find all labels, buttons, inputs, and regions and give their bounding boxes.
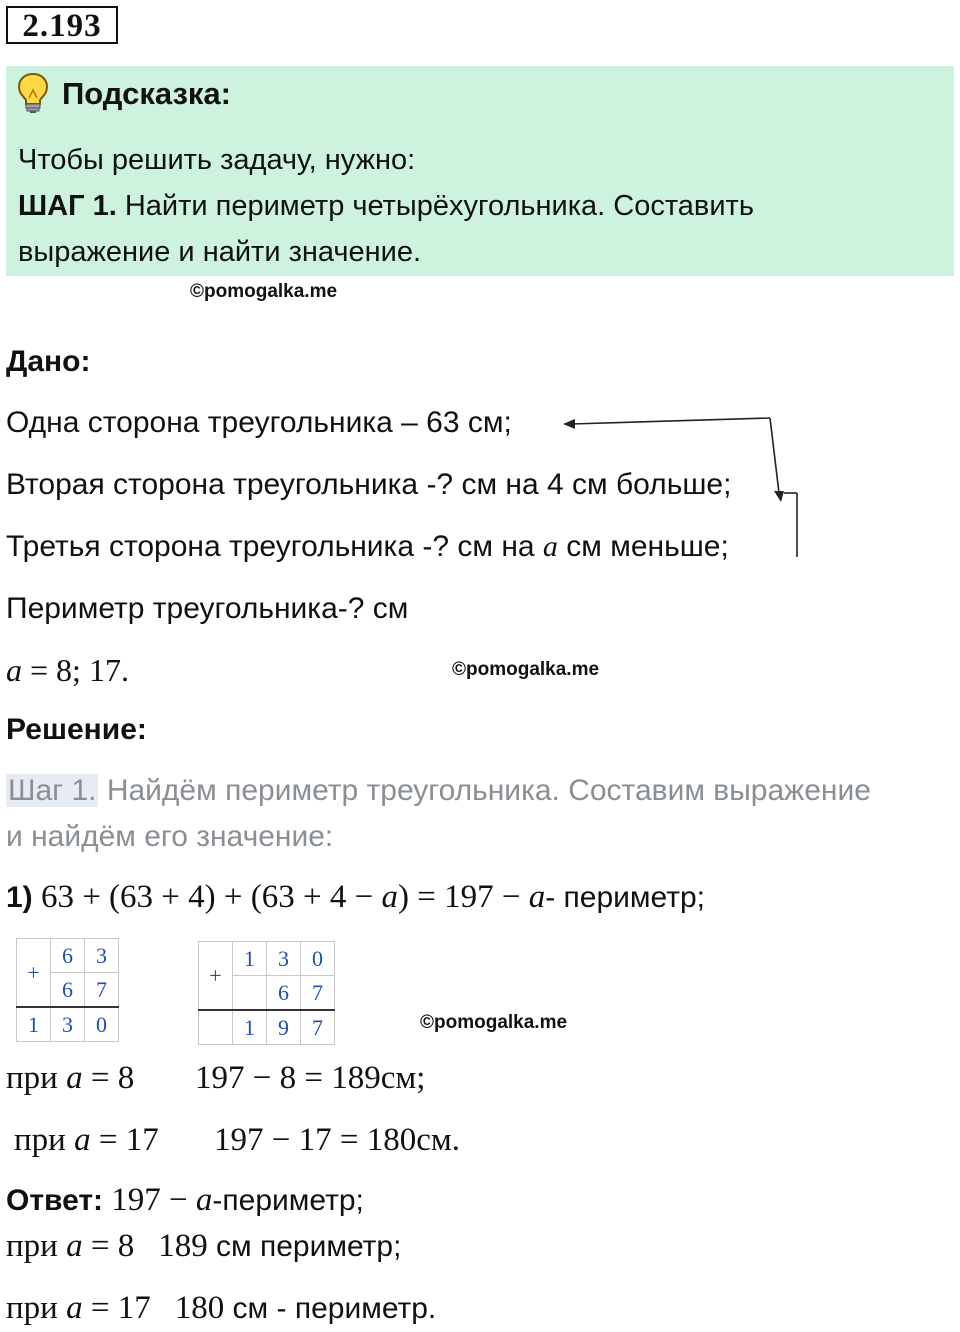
- hint-step: [18, 190, 754, 223]
- watermark: ©pomogalka.me: [452, 659, 600, 680]
- case-1: при a = 8: [6, 1060, 135, 1096]
- solution-step-text-2: и найдём его значение:: [6, 820, 334, 853]
- solution-step: Шаг 1. Найдём периметр треугольника. Составим выражение: [8, 774, 871, 807]
- case-1-calc: 197 − 8 = 189см;: [195, 1060, 426, 1096]
- given-line-5: a = 8; 17.: [6, 652, 129, 688]
- hint-step-text-2: выражение и найти значение.: [18, 236, 422, 268]
- task-number: 2.193: [6, 6, 118, 44]
- var-a: a: [542, 530, 558, 563]
- hint-intro: Чтобы решить задачу, нужно:: [18, 144, 416, 176]
- given-line-2: Вторая сторона треугольника -? см на 4 см больше;: [6, 468, 732, 501]
- watermark: ©pomogalka.me: [420, 1012, 568, 1033]
- watermark: ©pomogalka.me: [190, 281, 338, 302]
- equation: 1) 63 + (63 + 4) + (63 + 4 − a) = 197 − a- периметр;: [6, 879, 705, 915]
- hint-step-text: Найти периметр четырёхугольника. Составить: [116, 190, 754, 222]
- given-title: Дано:: [6, 345, 91, 378]
- given-line-1: Одна сторона треугольника – 63 см;: [6, 406, 512, 439]
- column-addition-2: + 1 3 0 6 7 1 9 7: [198, 941, 335, 1045]
- given-line-4: Периметр треугольника-? см: [6, 592, 409, 625]
- answer-line-1: Ответ: 197 − a-периметр;: [6, 1182, 364, 1218]
- lightbulb-icon: [16, 72, 50, 114]
- answer-line-2: при a = 8 189 см периметр;: [6, 1228, 402, 1264]
- hint-step-label: ШАГ 1.: [18, 190, 117, 222]
- case-2-calc: 197 − 17 = 180см.: [214, 1122, 461, 1158]
- case-2: при a = 17: [14, 1122, 159, 1158]
- bracket-arrow-icon: [555, 405, 815, 565]
- column-addition-1: + 6 3 6 7 1 3 0: [16, 938, 119, 1042]
- answer-line-3: при a = 17 180 см - периметр.: [6, 1290, 437, 1326]
- hint-title: Подсказка:: [62, 76, 231, 111]
- given-line-3: Третья сторона треугольника -? см на a см меньше;: [6, 530, 729, 563]
- solution-title: Решение:: [6, 713, 147, 746]
- step-label: Шаг 1.: [8, 774, 97, 807]
